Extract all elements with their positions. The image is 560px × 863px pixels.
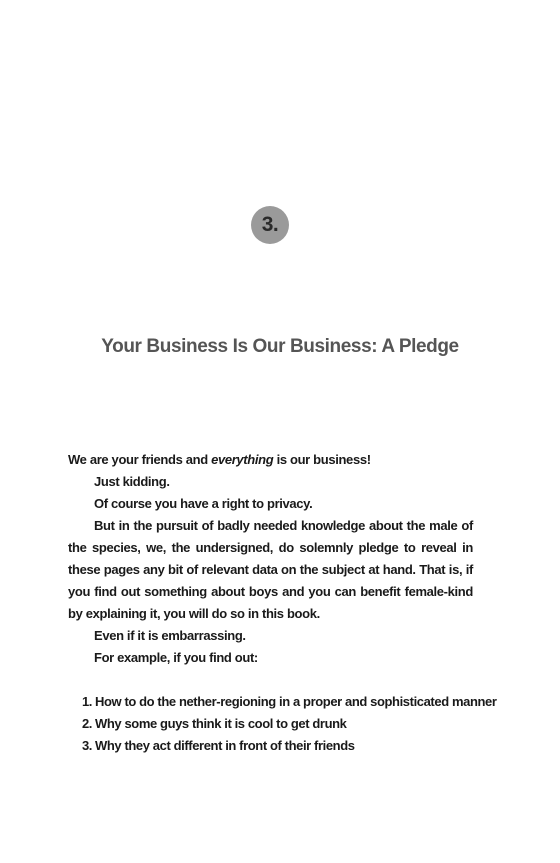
body-text	[68, 449, 473, 669]
chapter-title: Your Business Is Our Business: A Pledge	[101, 336, 459, 357]
numbered-list	[68, 691, 497, 757]
list-number: 1.	[81, 694, 92, 709]
list-text: Why some guys think it is cool to get drunk	[95, 716, 347, 731]
list-item	[68, 735, 488, 757]
list-text: Why they act different in front of their friends	[95, 738, 355, 753]
paragraph-pledge: But in the pursuit of badly needed knowledge about the male of the species, we, the undersigned, do solemnly pledge to reveal in these pages any bit of relevant data on the subject at hand. That is, if you find out something about boys and you can benefit female-kind by explaining it, you will do so in this book.	[68, 518, 473, 621]
list-item	[68, 691, 497, 713]
chapter-number-badge	[251, 206, 289, 244]
paragraph: Of course you have a right to privacy.	[94, 496, 313, 511]
paragraph-opening: We are your friends and everything is our business!	[68, 452, 371, 467]
list-number: 2.	[81, 716, 92, 731]
emphasis: everything	[211, 452, 274, 467]
list-text: How to do the nether-regioning in a proper and sophisticated manner	[95, 694, 497, 709]
paragraph: Just kidding.	[94, 474, 170, 489]
list-item	[68, 713, 488, 735]
chapter-number: 3.	[261, 213, 279, 236]
list-number: 3.	[81, 738, 92, 753]
paragraph: Even if it is embarrassing.	[94, 628, 246, 643]
paragraph: For example, if you find out:	[94, 650, 258, 665]
